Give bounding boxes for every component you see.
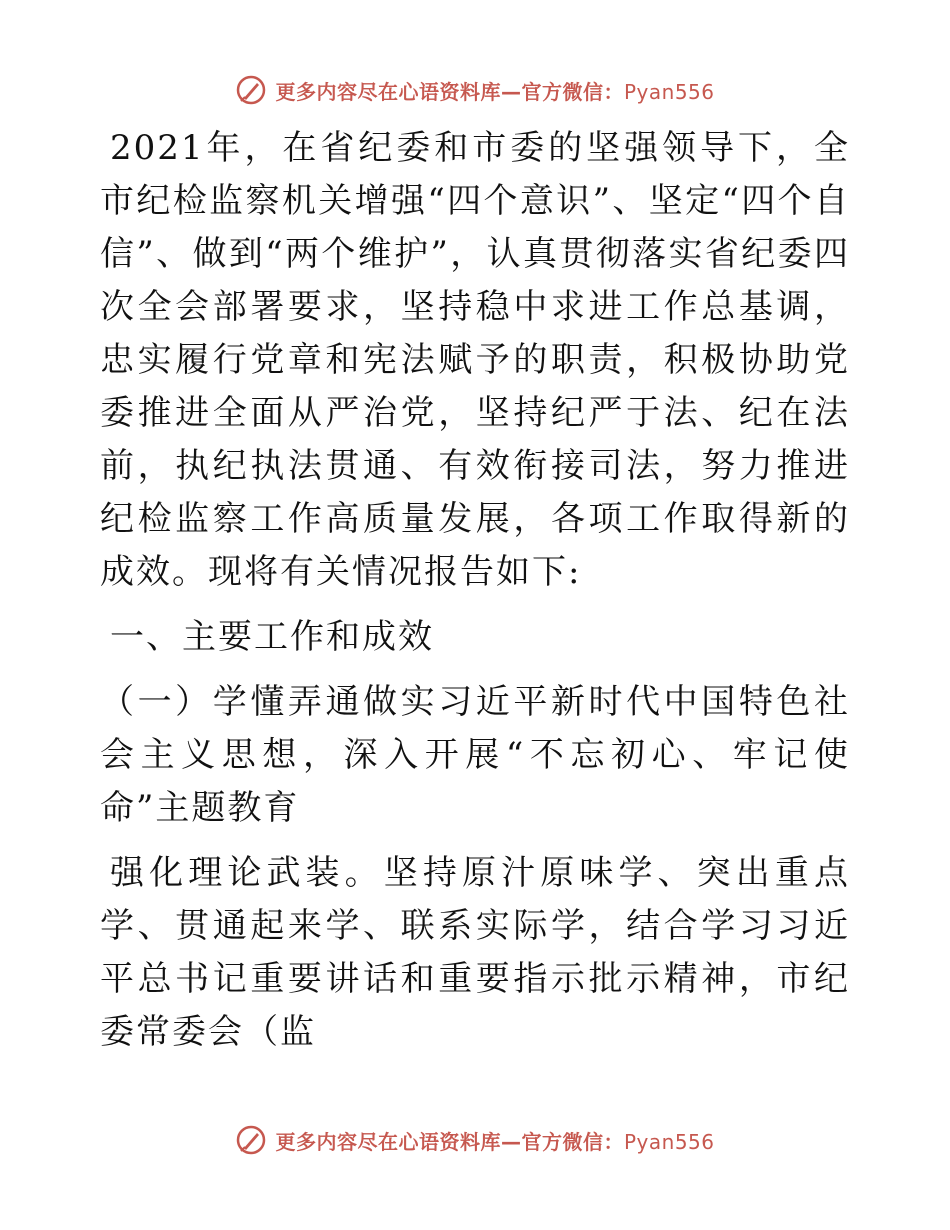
subsection-heading: （一）学懂弄通做实习近平新时代中国特色社会主义思想，深入开展“不忘初心、牢记使命”主题教育: [100, 682, 850, 828]
body-paragraph: 强化理论武装。坚持原汁原味学、突出重点学、贯通起来学、联系实际学，结合学习习近平总书记重要讲话和重要指示批示精神，市纪委常委会（监: [100, 853, 850, 1052]
intro-paragraph: 2021年，在省纪委和市委的坚强领导下，全市纪检监察机关增强“四个意识”、坚定“四个自信”、做到“两个维护”，认真贯彻落实省纪委四次全会部署要求，坚持稳中求进工作总基调，忠实履行党章和宪法赋予的职责，积极协助党委推进全面从严治党，坚持纪严于法、纪在法前，执纪执法贯通、有效衔接司法，努力推进纪检监察工作高质量发展，各项工作取得新的成效。现将有关情况报告如下:: [100, 128, 850, 592]
watermark-banner-top: [0, 70, 950, 110]
watermark-banner-bottom: [0, 1120, 950, 1160]
quill-pen-circle-icon: [235, 74, 267, 106]
document-body: [100, 122, 850, 1059]
watermark-text: 更多内容尽在心语资料库—官方微信：Pyan556: [275, 1129, 715, 1154]
quill-pen-circle-icon: [235, 1124, 267, 1156]
watermark-text: 更多内容尽在心语资料库—官方微信：Pyan556: [275, 79, 715, 104]
section-heading: 一、主要工作和成效: [110, 617, 434, 657]
